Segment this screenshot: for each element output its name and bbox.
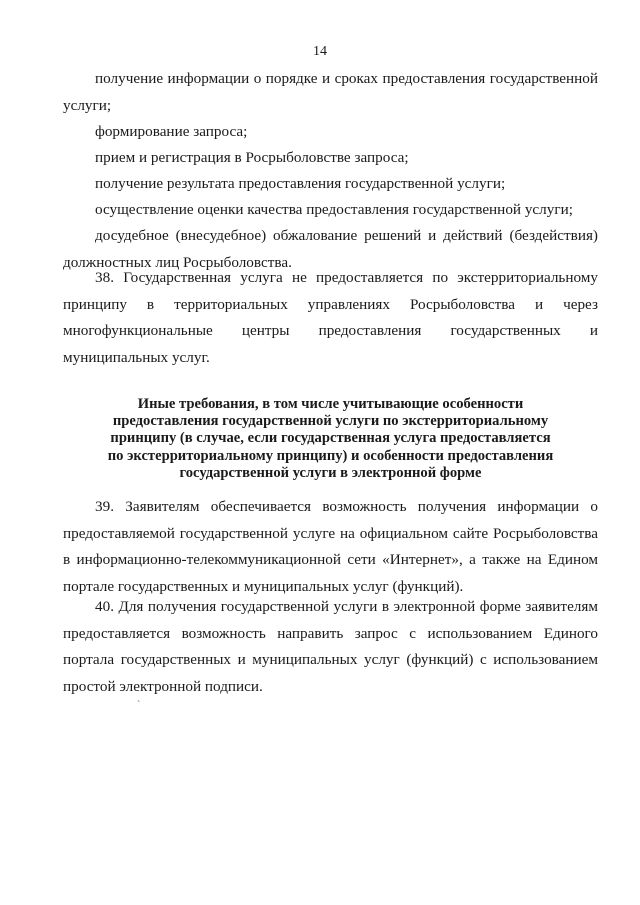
paragraph-info-procedure: получение информации о порядке и сроках предоставления государственной услуги; [63,70,598,114]
paragraph-pretrial-appeal: досудебное (внесудебное) обжалование решений и действий (бездействия) должностных лиц Росрыболовства. [63,227,598,271]
paragraph-40: 40. Для получения государственной услуги в электронной форме заявителям предоставляется возможность направить запрос с использованием Единого портала государственных и муниципальных услуг (функций) с использованием простой электронной подписи. [63,598,598,695]
section-heading [63,396,598,482]
paragraph-result-receiving: получение результата предоставления государственной услуги; [95,175,506,192]
page-number: 14 [313,44,327,59]
section-heading-line: государственной услуги в электронной форме [179,464,482,481]
paragraph-38: 38. Государственная услуга не предоставляется по экстерриториальному принципу в территориальных управлениях Росрыболовства и через многофункциональные центры предоставления государственных и муниципальных услуг. [63,269,598,366]
paragraph-39: 39. Заявителям обеспечивается возможность получения информации о предоставляемой государственной услуге на официальном сайте Росрыболовства в информационно-телекоммуникационной сети «Интернет», а также на Едином портале государственных и муниципальных услуг (функций). [63,498,598,595]
section-heading-line: по экстерриториальному принципу) и особенности предоставления [107,447,554,464]
section-heading-line: Иные требования, в том числе учитывающие особенности [137,396,524,412]
section-heading-line: предоставления государственной услуги по экстерриториальному [112,413,549,430]
paragraph-quality-assessment: осуществление оценки качества предоставления государственной услуги; [95,201,573,218]
paragraph-request-registration: прием и регистрация в Росрыболовстве запроса; [95,149,409,166]
paragraph-request-forming: формирование запроса; [95,123,248,140]
section-heading-line: принципу (в случае, если государственная услуга предоставляется [110,430,551,447]
scan-speck: ˋ [137,700,141,711]
